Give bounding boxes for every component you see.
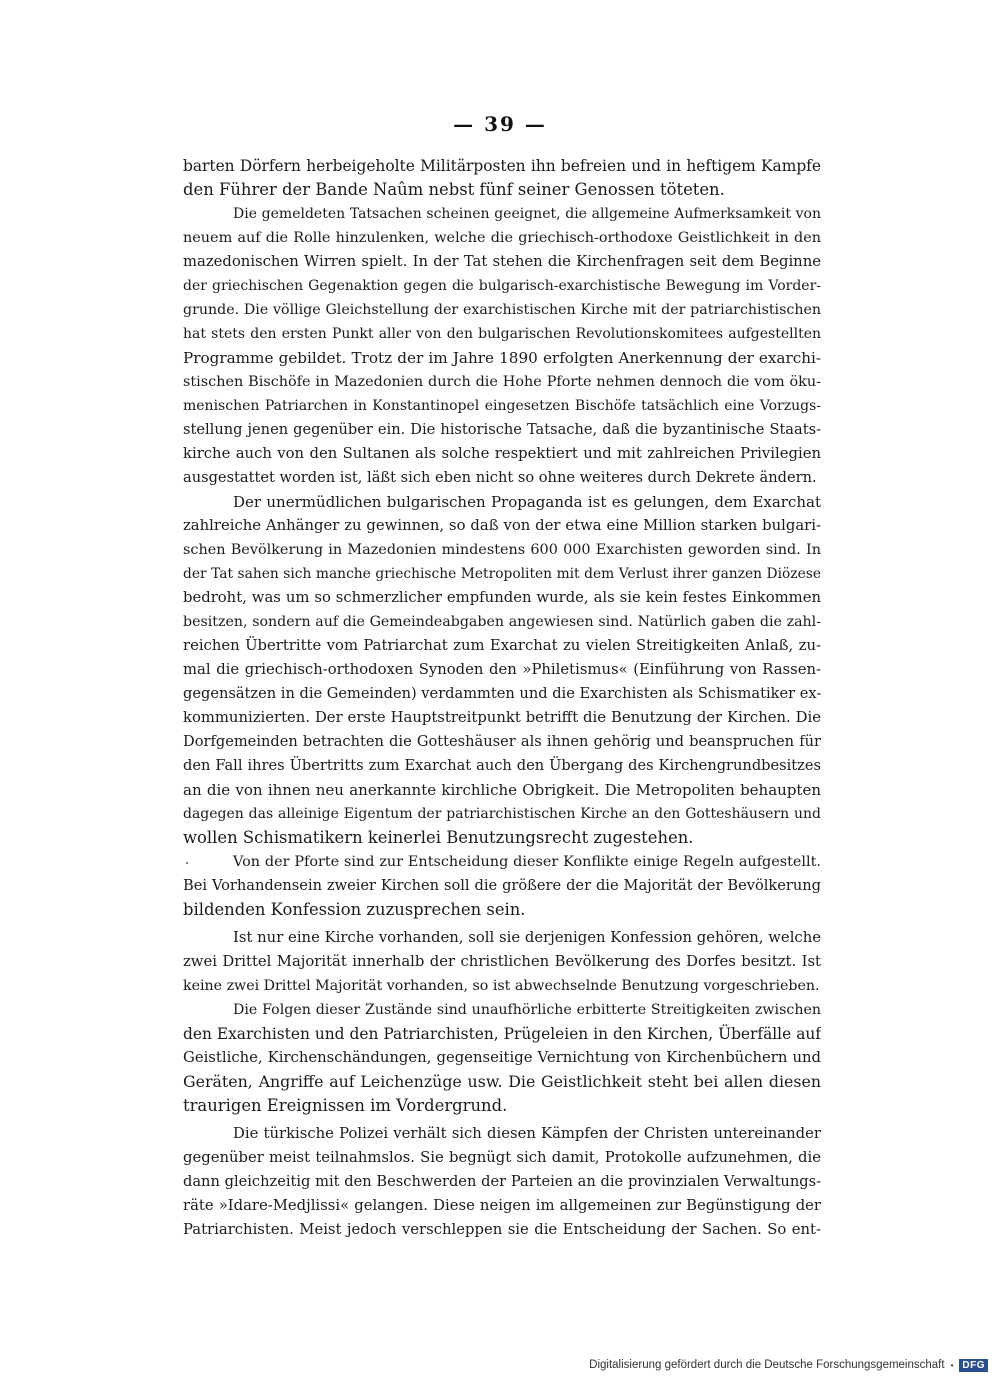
text-line: bedroht, was um so schmerzlicher empfunden wurde, als sie kein festes Einkommen — [183, 589, 821, 606]
text-line: schen Bevölkerung in Mazedonien mindestens 600 000 Exarchisten geworden sind. In — [183, 542, 821, 558]
page-number: — 39 — — [453, 112, 547, 136]
text-line: zwei Drittel Majorität innerhalb der christlichen Bevölkerung des Dorfes besitzt. Ist — [183, 953, 821, 970]
text-line: Die türkische Polizei verhält sich diesen Kämpfen der Christen untereinander — [233, 1125, 821, 1142]
text-line: Geräten, Angriffe auf Leichenzüge usw. Die Geistlichkeit steht bei allen diesen — [183, 1072, 821, 1091]
text-line: dagegen das alleinige Eigentum der patriarchistischen Kirche an den Gotteshäusern und — [183, 806, 821, 822]
text-line: den Fall ihres Übertritts zum Exarchat auch den Übergang des Kirchengrundbesitzes — [183, 757, 821, 774]
text-line: grunde. Die völlige Gleichstellung der exarchistischen Kirche mit der patriarchistischen — [183, 302, 821, 318]
text-line: Programme gebildet. Trotz der im Jahre 1890 erfolgten Anerkennung der exarchi- — [183, 349, 821, 367]
text-line: der Tat sahen sich manche griechische Metropoliten mit dem Verlust ihrer ganzen Diözese — [183, 566, 821, 582]
text-line: bildenden Konfession zuzusprechen sein. — [183, 900, 526, 919]
text-line: menischen Patriarchen in Konstantinopel eingesetzen Bischöfe tatsächlich eine Vorzugs- — [183, 398, 821, 414]
text-line: wollen Schismatikern keinerlei Benutzungsrecht zugestehen. — [183, 828, 694, 847]
text-line: räte »Idare-Medjlissi« gelangen. Diese neigen im allgemeinen zur Begünstigung der — [183, 1197, 821, 1214]
text-line: Geistliche, Kirchenschändungen, gegenseitige Vernichtung von Kirchenbüchern und — [183, 1049, 821, 1066]
footer-bullet: • — [950, 1360, 954, 1370]
text-line: den Exarchisten und den Patriarchisten, Prügeleien in den Kirchen, Überfälle auf — [183, 1025, 821, 1043]
body-text — [183, 154, 821, 1242]
text-line: Dorfgemeinden betrachten die Gotteshäuser als ihnen gehörig und beanspruchen für — [183, 733, 821, 750]
text-line: zahlreiche Anhänger zu gewinnen, so daß von der etwa eine Million starken bulgari- — [183, 517, 821, 534]
text-line: stischen Bischöfe in Mazedonien durch die Hohe Pforte nehmen dennoch die vom öku- — [183, 374, 821, 390]
text-line: gegensätzen in die Gemeinden) verdammten und die Exarchisten als Schismatiker ex- — [183, 685, 821, 702]
text-line: gegenüber meist teilnahmslos. Sie begnügt sich damit, Protokolle aufzunehmen, die — [183, 1149, 821, 1166]
text-line: Von der Pforte sind zur Entscheidung dieser Konflikte einige Regeln aufgestellt. — [233, 854, 821, 870]
text-line: neuem auf die Rolle hinzulenken, welche die griechisch-orthodoxe Geistlichkeit in den — [183, 230, 821, 246]
text-line: Die Folgen dieser Zustände sind unaufhörliche erbitterte Streitigkeiten zwischen — [233, 1002, 821, 1018]
text-line: stellung jenen gegenüber ein. Die historische Tatsache, daß die byzantinische Staats- — [183, 421, 821, 438]
text-line: dann gleichzeitig mit den Beschwerden der Parteien an die provinzialen Verwaltungs- — [183, 1173, 821, 1190]
text-line: barten Dörfern herbeigeholte Militärposten ihn befreien und in heftigem Kampfe — [183, 157, 821, 175]
text-line: mazedonischen Wirren spielt. In der Tat stehen die Kirchenfragen seit dem Beginne — [183, 253, 821, 270]
text-line: mal die griechisch-orthodoxen Synoden den »Philetismus« (Einführung von Rassen- — [183, 661, 821, 678]
print-speck — [186, 862, 188, 864]
text-line: keine zwei Drittel Majorität vorhanden, so ist abwechselnde Benutzung vorgeschrieben. — [183, 978, 820, 994]
text-line: ausgestattet worden ist, läßt sich eben nicht so ohne weiteres durch Dekrete ändern. — [183, 469, 817, 486]
text-line: Der unermüdlichen bulgarischen Propaganda ist es gelungen, dem Exarchat — [233, 493, 821, 511]
text-line: der griechischen Gegenaktion gegen die bulgarisch-exarchistische Bewegung im Vorder- — [183, 278, 821, 294]
text-line: Die gemeldeten Tatsachen scheinen geeignet, die allgemeine Aufmerksamkeit von — [233, 206, 821, 222]
text-line: kirche auch von den Sultanen als solche respektiert und mit zahlreichen Privilegien — [183, 445, 821, 462]
text-line: Bei Vorhandensein zweier Kirchen soll die größere der die Majorität der Bevölkerung — [183, 877, 821, 894]
text-line: Ist nur eine Kirche vorhanden, soll sie derjenigen Konfession gehören, welche — [233, 929, 821, 946]
text-line: Patriarchisten. Meist jedoch verschleppen sie die Entscheidung der Sachen. So ent- — [183, 1221, 821, 1238]
text-line: an die von ihnen neu anerkannte kirchliche Obrigkeit. Die Metropoliten behaupten — [183, 781, 821, 799]
text-line: hat stets den ersten Punkt aller von den bulgarischen Revolutionskomitees aufgestellten — [183, 326, 821, 342]
text-line: besitzen, sondern auf die Gemeindeabgaben angewiesen sind. Natürlich gaben die zahl- — [183, 614, 821, 630]
text-line: den Führer der Bande Naûm nebst fünf seiner Genossen töteten. — [183, 180, 725, 199]
dfg-logo-icon: DFG — [959, 1359, 988, 1372]
footer-text: Digitalisierung gefördert durch die Deutsche Forschungsgemeinschaft — [589, 1359, 945, 1371]
text-line: kommunizierten. Der erste Hauptstreitpunkt betrifft die Benutzung der Kirchen. Die — [183, 709, 821, 726]
footer-credit — [589, 1353, 988, 1377]
text-line: reichen Übertritte vom Patriarchat zum Exarchat zu vielen Streitigkeiten Anlaß, zu- — [183, 637, 821, 654]
text-line: traurigen Ereignissen im Vordergrund. — [183, 1096, 508, 1115]
